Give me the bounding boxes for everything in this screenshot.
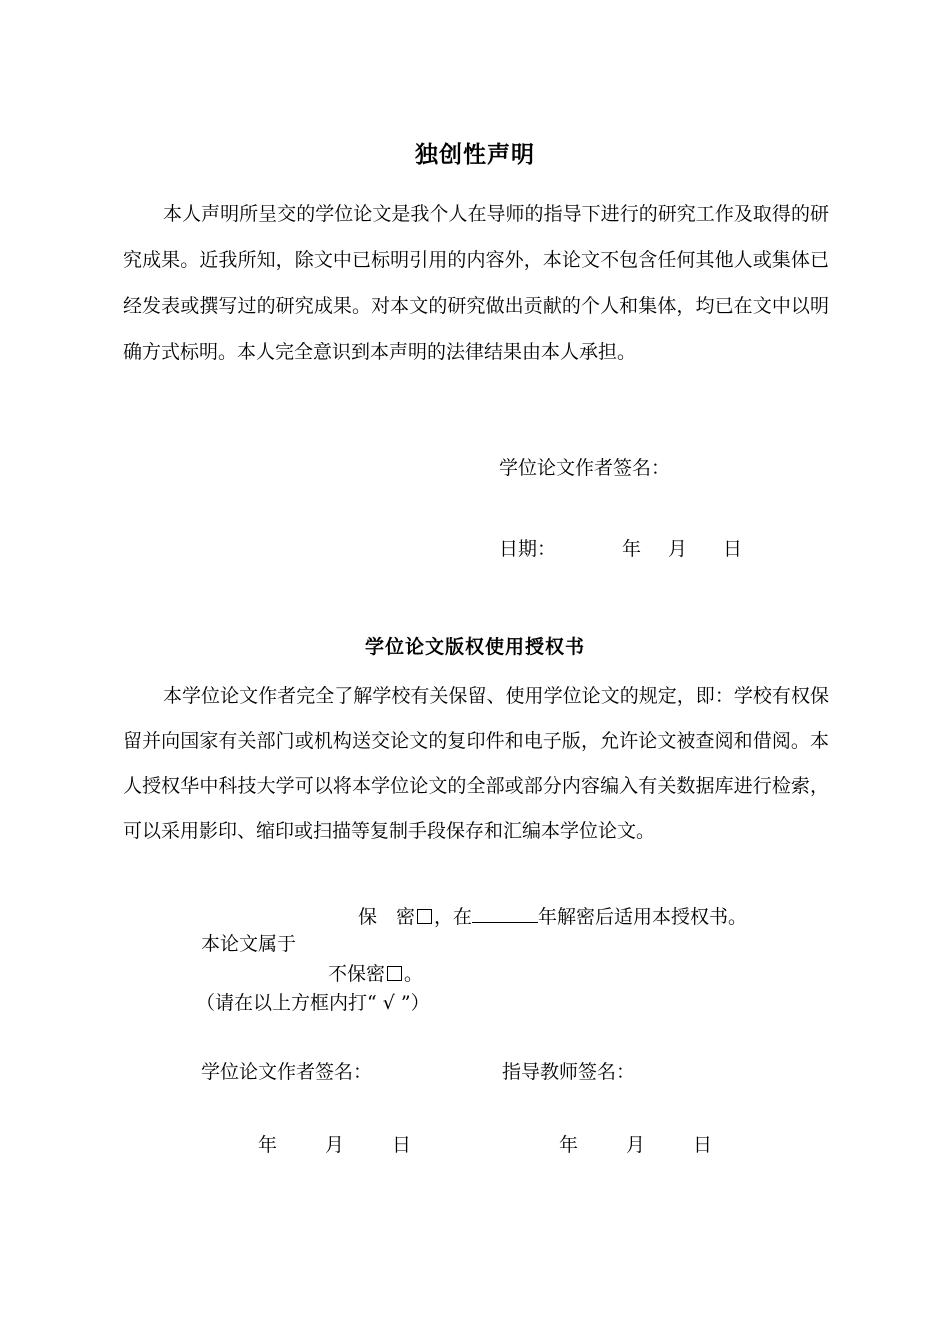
declaration-date-month: 月 (668, 538, 688, 560)
declaration-title: 独创性声明 (415, 142, 535, 168)
secret-label: 保 密 (358, 906, 416, 928)
advisor-date-day: 日 (693, 1134, 713, 1156)
advisor-date-month: 月 (626, 1134, 646, 1156)
author-date-month: 月 (325, 1134, 345, 1156)
advisor-date-year: 年 (559, 1134, 579, 1156)
authorization-title: 学位论文版权使用授权书 (364, 636, 585, 658)
declaration-date-day: 日 (723, 538, 743, 560)
not-secret-suffix: 。 (404, 963, 424, 985)
declaration-date-label: 日期： (499, 538, 557, 560)
secret-checkbox[interactable] (417, 909, 432, 924)
declaration-body: 本人声明所呈交的学位论文是我个人在导师的指导下进行的研究工作及取得的研究成果。近我所知，除文中已标明引用的内容外，本论文不包含任何其他人或集体已经发表或撰写过的研究成果。对本文的研究做出贡献的个人和集体，均已在文中以明确方式标明。本人完全意识到本声明的法律结果由本人承担。 (123, 203, 829, 363)
belongs-label: 本论文属于 (201, 933, 297, 955)
authorization-body: 本学位论文作者完全了解学校有关保留、使用学位论文的规定，即：学校有权保留并向国家有关部门或机构送交论文的复印件和电子版，允许论文被查阅和借阅。本人授权华中科技大学可以将本学位论文的全部或部分内容编入有关数据库进行检索，可以采用影印、缩印或扫描等复制手段保存和汇编本学位论文。 (123, 685, 829, 842)
advisor-signature-label: 指导教师签名： (502, 1061, 636, 1083)
check-instruction: （请在以上方框内打“ √ ”） (196, 992, 430, 1014)
author-date-day: 日 (392, 1134, 412, 1156)
declaration-signature-label: 学位论文作者签名： (499, 457, 671, 479)
not-secret-checkbox[interactable] (387, 966, 402, 981)
not-secret-label: 不保密 (328, 963, 386, 985)
author-signature-label: 学位论文作者签名： (201, 1061, 373, 1083)
not-secret-option (328, 962, 423, 986)
author-date-year: 年 (258, 1134, 278, 1156)
secret-suffix: 年解密后适用本授权书。 (538, 906, 748, 928)
declassify-year-blank[interactable] (472, 904, 538, 923)
secret-option (358, 904, 747, 929)
declaration-date-year: 年 (622, 538, 642, 560)
secret-mid: ，在 (434, 906, 473, 928)
